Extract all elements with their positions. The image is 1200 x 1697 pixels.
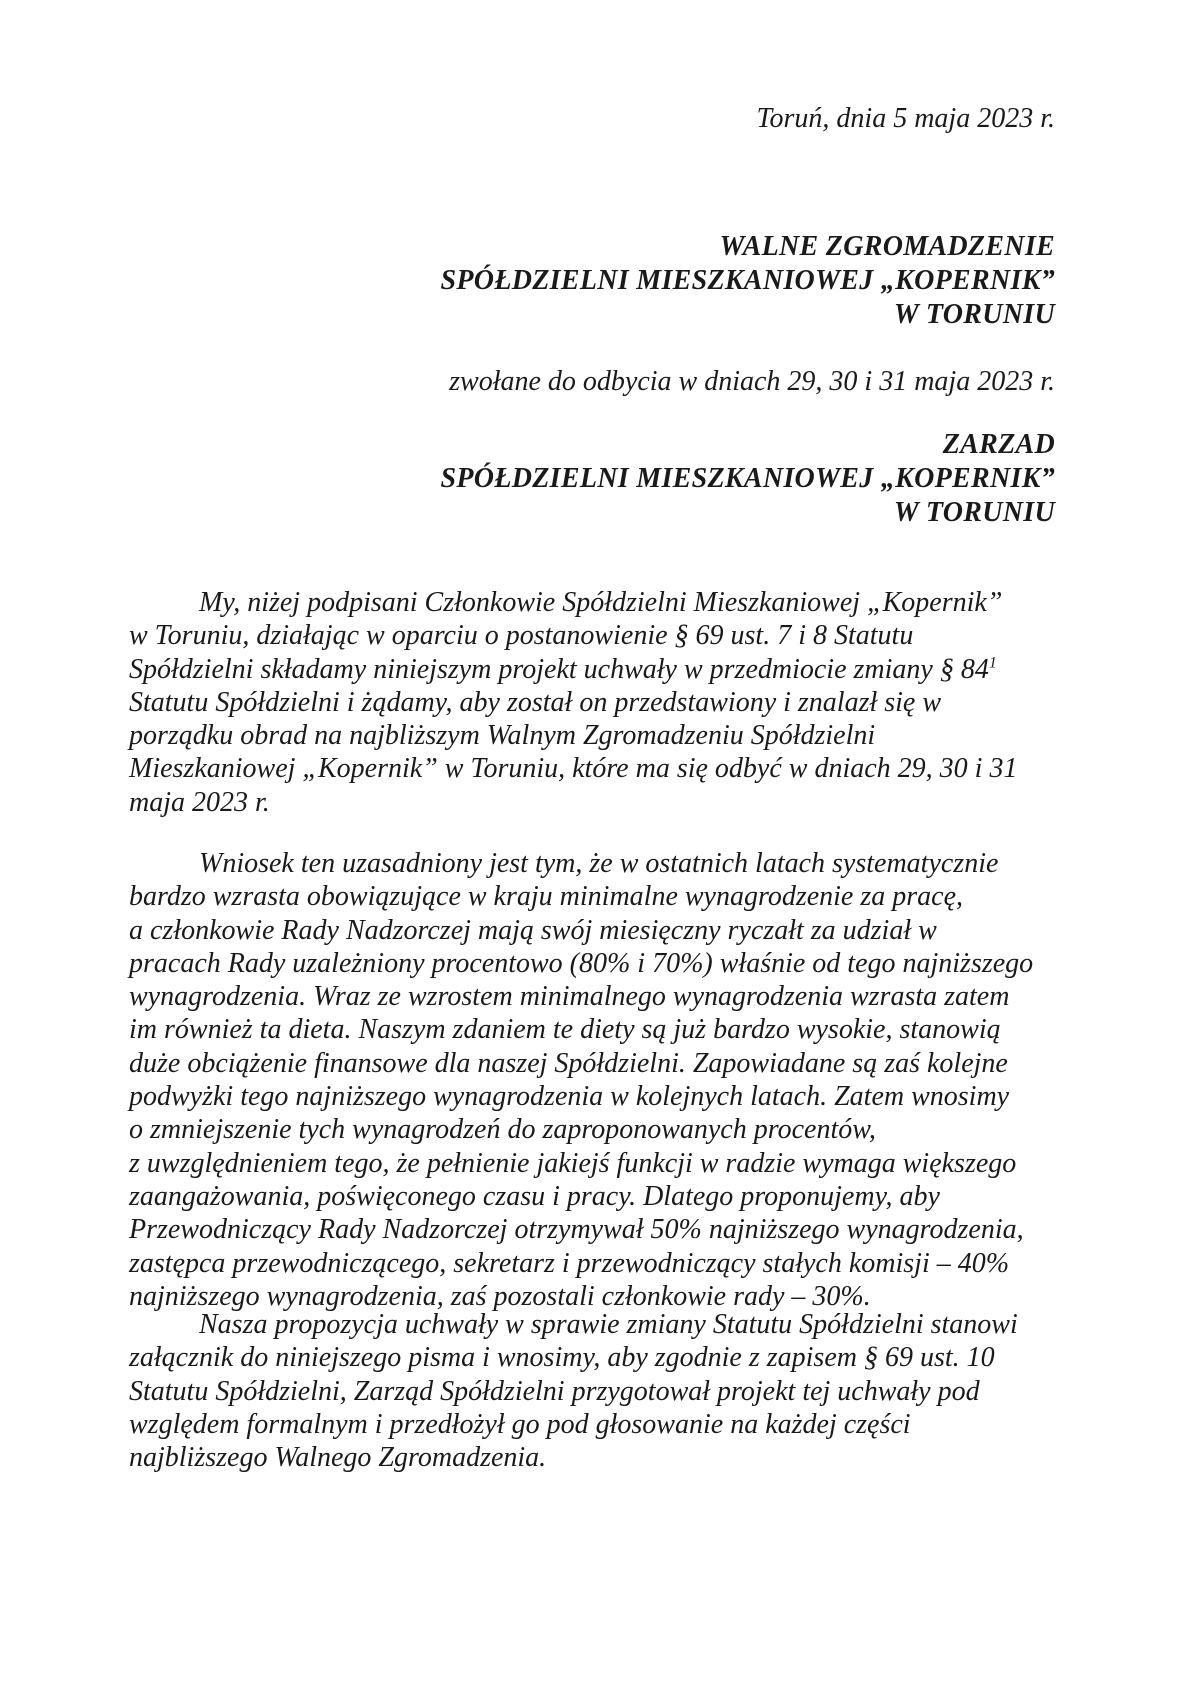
addressee-1-line-1: WALNE ZGROMADZENIE <box>719 231 1055 262</box>
addressee-2-line-3: W TORUNIU <box>893 497 1055 528</box>
paragraph-3-line: Statutu Spółdzielni, Zarząd Spółdzielni przygotował projekt tej uchwały pod <box>129 1375 980 1407</box>
paragraph-2-line: duże obciążenie finansowe dla naszej Spółdzielni. Zapowiadane są zaś kolejne <box>129 1047 1008 1079</box>
addressee-2-line-2: SPÓŁDZIELNI MIESZKANIOWEJ „KOPERNIK” <box>440 463 1055 494</box>
paragraph-2-line: najniższego wynagrodzenia, zaś pozostali członkowie rady – 30%. <box>129 1280 871 1312</box>
paragraph-1-line-with-superscript <box>129 653 1059 686</box>
paragraph-3-line: najbliższego Walnego Zgromadzenia. <box>129 1442 547 1474</box>
paragraph-2-line: Wniosek ten uzasadniony jest tym, że w ostatnich latach systematycznie <box>199 848 999 879</box>
paragraph-1-line: My, niżej podpisani Członkowie Spółdzielni Mieszkaniowej „Kopernik” <box>199 587 1003 618</box>
paragraph-2-line: zastępca przewodniczącego, sekretarz i przewodniczący stałych komisji – 40% <box>129 1247 1010 1279</box>
paragraph-2-line: pracach Rady uzależniony procentowo (80% i 70%) właśnie od tego najniższego <box>129 947 1034 979</box>
paragraph-3-line: załącznik do niniejszego pisma i wnosimy, aby zgodnie z zapisem § 69 ust. 10 <box>129 1342 995 1374</box>
paragraph-2-line: a członkowie Rady Nadzorczej mają swój miesięczny ryczałt za udział w <box>129 914 937 946</box>
paragraph-1-line: Mieszkaniowej „Kopernik” w Toruniu, które ma się odbyć w dniach 29, 30 i 31 <box>129 753 1018 785</box>
paragraph-1-line: maja 2023 r. <box>129 786 270 818</box>
paragraph-1-line: porządku obrad na najbliższym Walnym Zgromadzeniu Spółdzielni <box>129 720 876 752</box>
paragraph-2-line: podwyżki tego najniższego wynagrodzenia w kolejnych latach. Zatem wnosimy <box>129 1081 1010 1113</box>
paragraph-3-line: względem formalnym i przedłożył go pod głosowanie na każdej części <box>129 1408 911 1440</box>
addressee-2-line-1: ZARZAD <box>942 429 1055 460</box>
addressee-1-line-3: W TORUNIU <box>893 299 1055 330</box>
paragraph-2-line: bardzo wzrasta obowiązujące w kraju minimalne wynagrodzenie za pracę, <box>129 881 964 913</box>
paragraph-1 <box>129 586 1059 819</box>
paragraph-2-line: o zmniejszenie tych wynagrodzeń do zaproponowanych procentów, <box>129 1114 876 1146</box>
paragraph-1-line: w Toruniu, działając w oparciu o postanowienie § 69 ust. 7 i 8 Statutu <box>129 620 914 652</box>
paragraph-1-line-text: Spółdzielni składamy niniejszym projekt uchwały w przedmiocie zmiany § 84 <box>129 653 989 685</box>
paragraph-1-line: Statutu Spółdzielni i żądamy, aby został on przedstawiony i znalazł się w <box>129 686 942 718</box>
paragraph-3-line: Nasza propozycja uchwały w sprawie zmiany Statutu Spółdzielni stanowi <box>199 1309 1018 1340</box>
paragraph-2-line: Przewodniczący Rady Nadzorczej otrzymywał 50% najniższego wynagrodzenia, <box>129 1214 1024 1246</box>
superscript: 1 <box>988 654 997 672</box>
paragraph-2-line: zaangażowania, poświęconego czasu i pracy. Dlatego proponujemy, aby <box>129 1180 940 1212</box>
paragraph-2 <box>129 847 1059 1313</box>
paragraph-2-line: wynagrodzenia. Wraz ze wzrostem minimalnego wynagrodzenia wzrasta zatem <box>129 981 1010 1013</box>
paragraph-2-line: im również ta dieta. Naszym zdaniem te diety są już bardzo wysokie, stanowią <box>129 1014 1001 1046</box>
convened-note: zwołane do odbycia w dniach 29, 30 i 31 maja 2023 r. <box>449 366 1055 397</box>
addressee-1-line-2: SPÓŁDZIELNI MIESZKANIOWEJ „KOPERNIK” <box>440 265 1055 296</box>
paragraph-2-line: z uwzględnieniem tego, że pełnienie jakiejś funkcji w radzie wymaga większego <box>129 1147 1017 1179</box>
paragraph-3 <box>129 1308 1059 1474</box>
place-date: Toruń, dnia 5 maja 2023 r. <box>756 103 1055 134</box>
